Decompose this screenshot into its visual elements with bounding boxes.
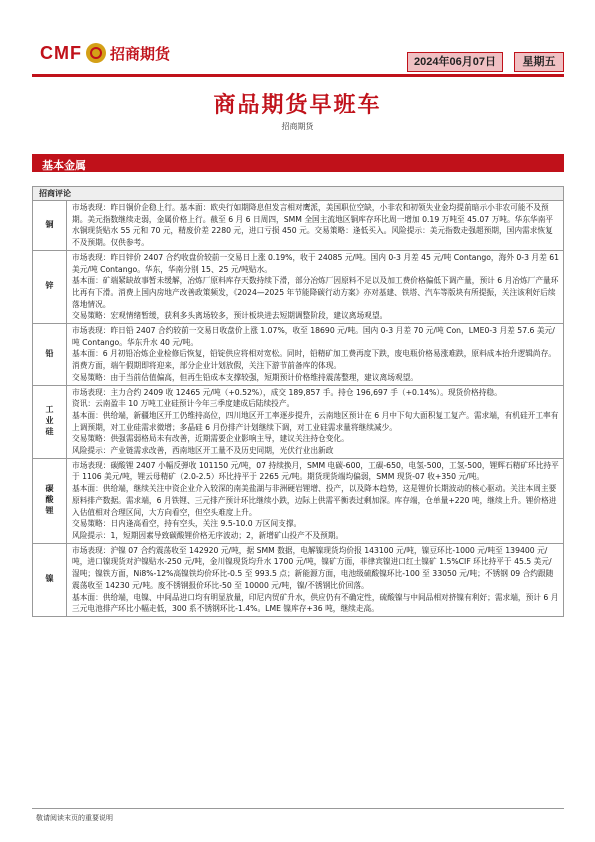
table-row-industrial-silicon (33, 386, 563, 459)
content-cell (67, 544, 563, 616)
content-paragraph: 市场表现：碳酸锂 2407 小幅反弹收 101150 元/吨，07 持续换月，SMM 电碳-600，工碳-650，电氢-500，工氢-500，锂辉石精矿环比持平于 1106 美元/吨，锂云母精矿（2.0-2.5）环比持平于 2265 元/吨。期货现货端均偏弱，SMM 现货-07 收+350 元/吨。 (72, 460, 559, 482)
table-row-copper (33, 201, 563, 251)
category-label: 锌 (45, 281, 54, 293)
category-label: 碳酸锂 (45, 484, 54, 518)
category-cell (33, 544, 67, 616)
content-paragraph: 交易策略：日内逢高看空，持有空头，关注 9.5-10.0 万区间支撑。 (72, 519, 302, 529)
category-label: 工业硅 (45, 405, 54, 439)
content-paragraph: 资讯：云南盈丰 10 万吨工业硅预计今年三季度建成后陆续投产。 (72, 399, 295, 409)
content-cell (67, 459, 563, 543)
category-label: 铅 (45, 348, 54, 360)
content-paragraph: 基本面：供给端，继续关注中资企业介入较深的南美盐湖与非洲硬岩锂增、投产，以及降本趋势，这是锂价长期波动的核心驱动。关注本周主要原料排产数据。需求端，6 月铁锂、三元排产预计环比继续小跌，边际上供需平衡表过剩加深。库存端，仓单量+220 吨，继续上升。锂价格进入估值相对合理区间，大方向看空，但空头难度上升。 (72, 484, 557, 517)
content-paragraph: 市场表现：昨日铅 2407 合约较前一交易日收盘价上涨 1.07%，收至 18690 元/吨。国内 0-3 月差 70 元/吨 Con，LME0-3 月差 57.6 美元/吨 Contango。华东升水 40 元/吨。 (72, 326, 555, 347)
content-paragraph: 市场表现：昨日铜价企稳上行。基本面：欧央行如期降息但发言相对鹰派，美国职位空缺，小非农和初领失业金均提前暗示小非农可能不及预期。美元指数继续走弱，金属价格上行。截至 6 月 6 日周四，SMM 全国主流地区铜库存环比周一增加 0.19 万吨至 45.07 万吨。华东华南平水铜现货贴水 55 元和 70 元，精废价差 2280 元，进口亏损 450 元。交易策略：逢低买入。风险提示：美元指数走强超预期，国内需求恢复不及预期。仅供参考。 (72, 203, 554, 248)
content-paragraph: 交易策略：由于当前估值偏高，但再生铅成本支撑较强，短期预计价格维持震荡整理，建议离场观望。 (72, 372, 418, 382)
page-header (0, 0, 595, 80)
content-cell (67, 201, 563, 250)
content-paragraph: 基本面：供给端，新疆地区开工仍维持高位，四川地区开工率逐步提升，云南地区预计在 6 月中下旬大面积复工复产。需求端，有机硅开工率有上调预期，对工业硅需求微增；多晶硅 6 月份排产计划继续下调，对工业硅需求量将继续减少。 (72, 410, 559, 432)
section-title: 基本金属 (42, 159, 86, 172)
content-cell (67, 251, 563, 323)
content-paragraph: 市场表现：沪镍 07 合约震荡收至 142920 元/吨，据 SMM 数据，电解镍现货均价报 143100 元/吨，镍豆环比-1000 元/吨至 139400 元/吨，进口镍现货对沪镍贴水-250 元/吨，金川镍现货均升水 1700 元/吨，镍矿方面，菲律宾镍进口红土镍矿 1.5%CIF 环比持平于 45.5 美元/湿吨；镍铁方面，Ni8%-12%高镍铁均价环比-0.5 至 993.5 点；新能源方面，电池级硫酸镍环比-100 至 33050 元/吨；不锈钢 09 合约跟随震荡收至 14230 元/吨。废不锈钢报价环比-50 至 10000 元/吨，镍/不锈钢比价回落。 (72, 545, 554, 590)
report-date: 2024年06月07日 (407, 52, 503, 72)
table-header: 招商评论 (33, 187, 563, 201)
content-paragraph: 基本面：矿端紧缺故事暂未缓解，冶炼厂原料库存天数持续下滑，部分冶炼厂因原料不足以及加工费价格偏低下调产量，预计 6 月冶炼厂产量环比再有下滑。消费上国内房地产改善政策频发，《2024—2025 年节能降碳行动方案》亦对基建、铁塔、汽车等版块有所提振，关注该利好后续落地情况。 (72, 276, 559, 309)
content-paragraph: 市场表现：主力合约 2409 收 12465 元/吨（+0.52%），成交 189,857 手。持仓 196,697 手（+0.14%）。现货价格持稳。 (72, 387, 502, 397)
footer-divider (32, 808, 564, 809)
footer-note: 敬请阅读末页的重要说明 (36, 814, 113, 822)
table-row-zinc (33, 251, 563, 324)
content-cell (67, 386, 563, 458)
content-paragraph: 交易策略：宏观情绪暂缓，获利多头离场较多，预计板块进去短期调整阶段，建议离场观望。 (72, 311, 388, 321)
category-label: 镍 (45, 574, 54, 586)
category-label: 铜 (45, 219, 54, 231)
content-cell (67, 324, 563, 385)
page-subtitle: 招商期货 (281, 122, 314, 131)
content-paragraph: 交易策略：供强需弱格局未有改善，近期需要企业影响主导，建议关注持仓变化。 (72, 434, 349, 444)
category-cell (33, 201, 67, 250)
category-cell (33, 251, 67, 323)
report-weekday: 星期五 (514, 52, 564, 72)
table-row-nickel (33, 544, 563, 616)
logo-cn-text: 招商期货 (110, 44, 171, 63)
logo-emblem-icon (86, 43, 106, 63)
category-cell (33, 324, 67, 385)
table-row-lithium-carbonate (33, 459, 563, 544)
category-cell (33, 386, 67, 458)
company-logo (40, 42, 170, 64)
commentary-table (32, 186, 564, 617)
page-title: 商品期货早班车 (213, 93, 382, 118)
content-paragraph: 风险提示：1，短期因素导致碳酸锂价格无序波动；2，新增矿山投产不及预期。 (72, 530, 344, 540)
content-paragraph: 基本面：供给端，电镍、中间品进口均有明显放量，印尼内贸矿升水，供应仍有不确定性，硫酸镍与中间品相对挤镍有利好；需求端，预计 6 月三元电池排产环比小幅走低，300 系不锈钢环比-1.4%。LME 镍库存+36 吨，继续走高。 (72, 592, 559, 614)
content-paragraph: 风险提示：产业链需求改善，西南地区开工量不及历史同期，光伏行业出新政 (72, 446, 334, 456)
table-row-lead (33, 324, 563, 386)
content-paragraph: 基本面：6 月初铅冶炼企业检修后恢复，铅锭供应将相对宽松。同时，铅精矿加工费再度下跌，废电瓶价格易涨难跌，原料成本抬升逻辑尚存。消费方面，端午假期即将迎来，部分企业计划放假，关注下游节前备库的体现。 (72, 349, 556, 371)
logo-cmf-text: CMF (40, 42, 82, 63)
header-divider (32, 74, 564, 77)
content-paragraph: 市场表现：昨日锌价 2407 合约收盘价较前一交易日上涨 0.19%，收于 24085 元/吨。国内 0-3 月差 45 元/吨 Contango，海外 0-3 月差 61 美元/吨 Contango。华东，华南分别 15、25 元/吨贴水。 (72, 252, 560, 274)
category-cell (33, 459, 67, 543)
section-header (32, 154, 564, 172)
